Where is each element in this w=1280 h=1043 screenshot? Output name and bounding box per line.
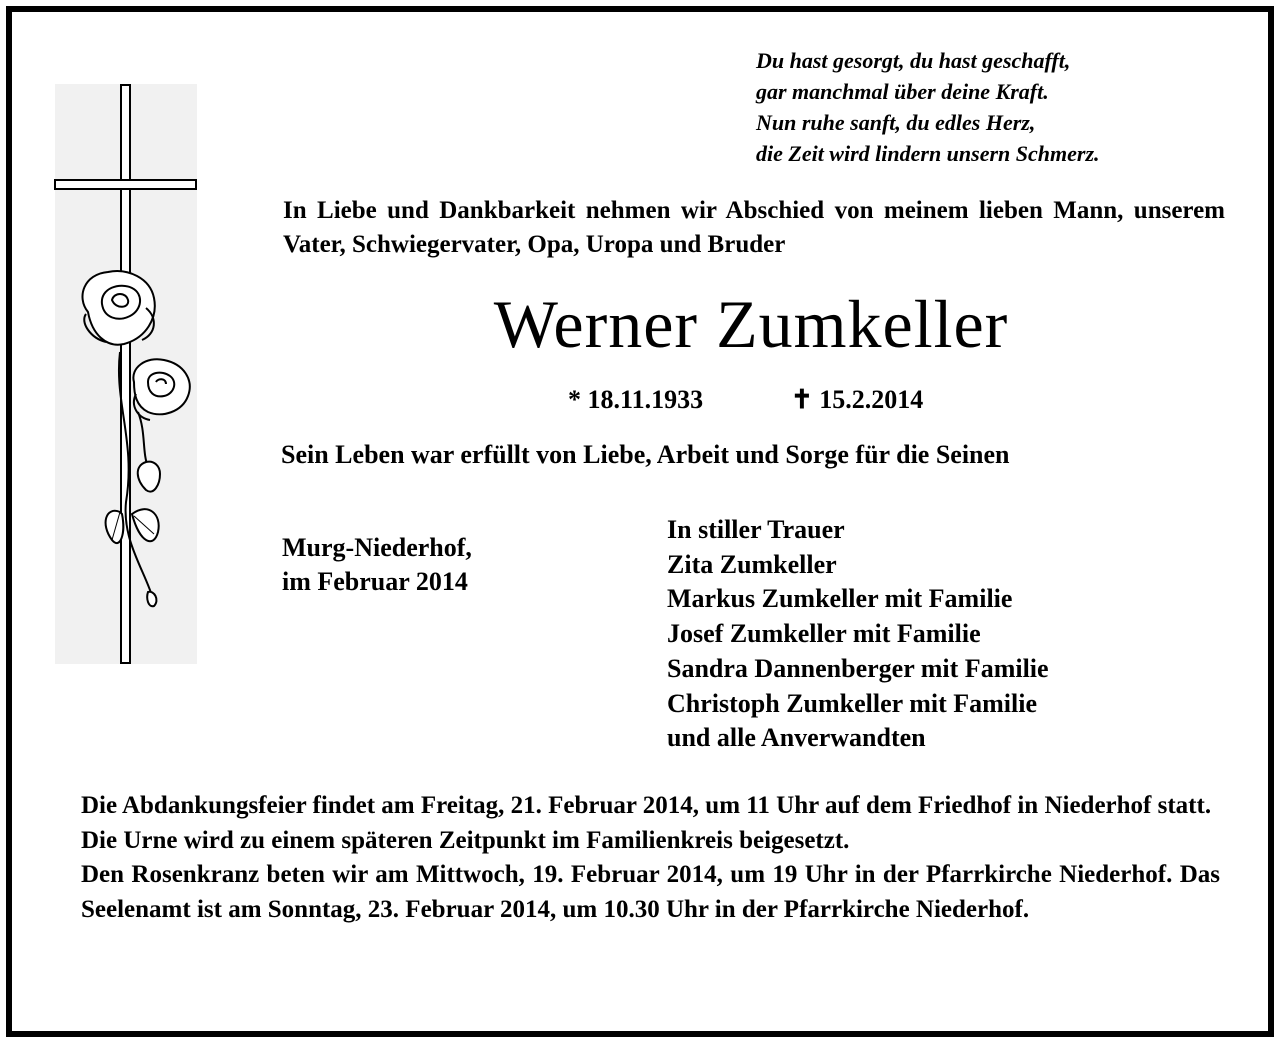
notice-paragraph: Die Urne wird zu einem späteren Zeitpunkt im Familienkreis beigesetzt. [81,826,850,854]
intro-text: In Liebe und Dankbarkeit nehmen wir Abschied von meinem lieben Mann, unserem Vater, Schwiegervater, Opa, Uropa und Bruder [283,197,1225,258]
poem [756,45,1100,169]
place-date [282,531,472,599]
poem-line: Nun ruhe sanft, du edles Herz, [756,110,1036,135]
mourner-line: Sandra Dannenberger mit Familie [667,653,1049,683]
poem-line: Du hast gesorgt, du hast geschafft, [756,48,1071,73]
mourner-line: Zita Zumkeller [667,549,837,579]
mourner-line: Markus Zumkeller mit Familie [667,584,1013,614]
funeral-notice [81,789,1220,927]
death-date: ✝ 15.2.2014 [791,385,924,414]
mourner-line: und alle Anverwandten [667,723,926,753]
date-line: im Februar 2014 [282,567,468,596]
mourner-line: Josef Zumkeller mit Familie [667,619,981,649]
deceased-name: Werner Zumkeller [493,286,1009,362]
notice-paragraph: Die Abdankungsfeier findet am Freitag, 21. Februar 2014, um 11 Uhr auf dem Friedhof in Niederhof statt. [81,792,1212,819]
cross-with-roses-icon [50,82,200,667]
notice-paragraph: Den Rosenkranz beten wir am Mittwoch, 19. Februar 2014, um 19 Uhr in der Pfarrkirche Niederhof. Das Seelenamt ist am Sonntag, 23. Februar 2014, um 10.30 Uhr in der Pfarrkirche Niederhof. [81,861,1220,923]
mourners-list [667,513,1049,756]
birth-date: * 18.11.1933 [568,385,704,414]
life-statement: Sein Leben war erfüllt von Liebe, Arbeit und Sorge für die Seinen [281,440,1010,469]
mourner-line: In stiller Trauer [667,515,845,544]
place-line: Murg-Niederhof, [282,533,472,562]
poem-line: gar manchmal über deine Kraft. [756,79,1049,104]
mourner-line: Christoph Zumkeller mit Familie [667,688,1038,718]
poem-line: die Zeit wird lindern unsern Schmerz. [756,141,1100,166]
